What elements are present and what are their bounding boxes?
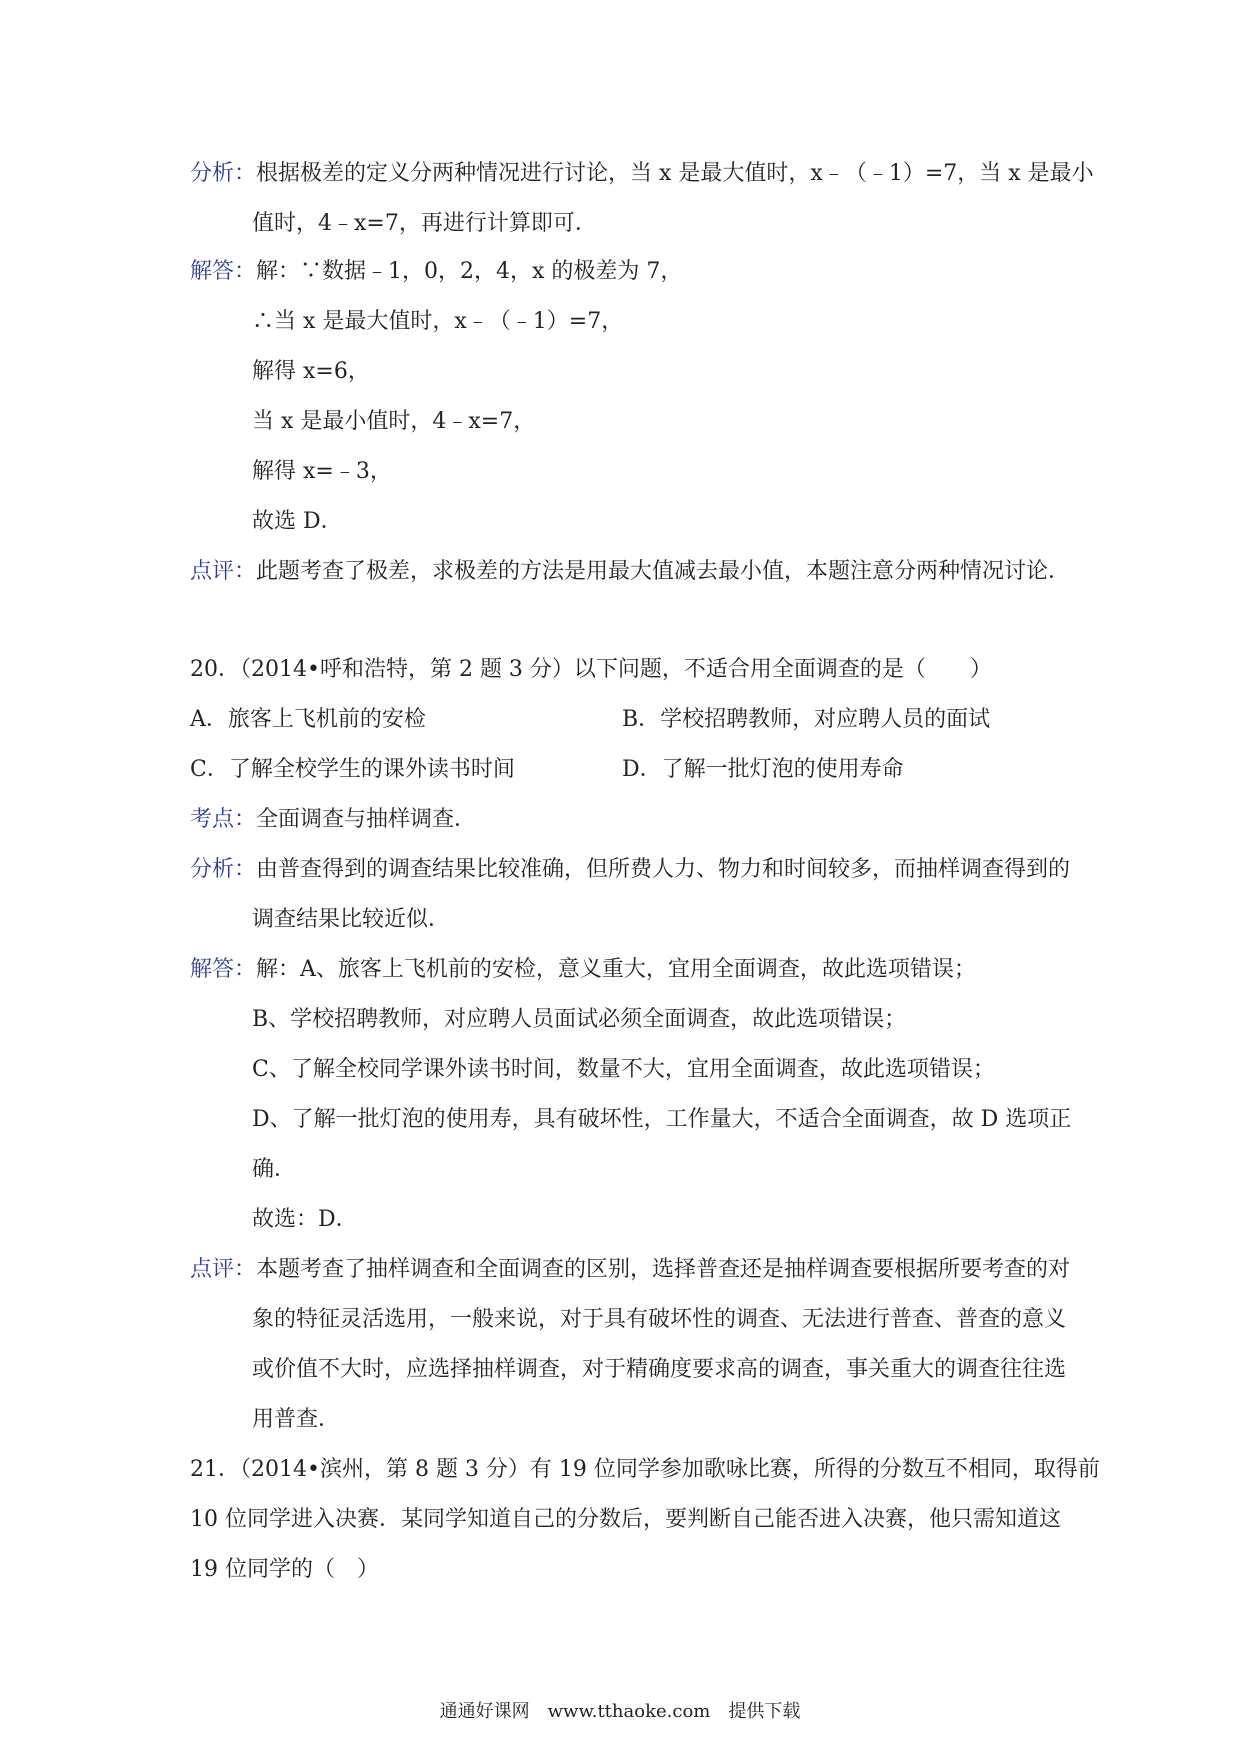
answer-text: 解：A、旅客上飞机前的安检，意义重大，宜用全面调查，故此选项错误； bbox=[256, 957, 976, 982]
analysis-line-1 bbox=[190, 160, 1094, 188]
q20-stem: 20．（2014•呼和浩特，第 2 题 3 分）以下问题，不适合用全面调查的是（ ） bbox=[190, 657, 992, 682]
analysis-line-2: 值时，4﹣x=7，再进行计算即可． bbox=[252, 211, 597, 236]
analysis-label: 分析： bbox=[190, 857, 257, 882]
q20-comment-line-4: 用普查． bbox=[252, 1407, 341, 1432]
q20-analysis-line-1 bbox=[190, 856, 1070, 884]
answer-line-4: 当 x 是最小值时，4﹣x=7， bbox=[252, 409, 536, 434]
comment-label: 点评： bbox=[190, 559, 257, 584]
comment-text: 此题考查了极差，求极差的方法是用最大值减去最小值，本题注意分两种情况讨论． bbox=[256, 559, 1071, 584]
answer-line-3: 解得 x=6， bbox=[252, 359, 370, 384]
answer-line-2: ∴当 x 是最大值时，x﹣（﹣1）=7， bbox=[252, 309, 624, 334]
q20-analysis-line-2: 调查结果比较近似． bbox=[252, 907, 451, 932]
q20-answer-line-6: 故选：D． bbox=[252, 1207, 358, 1232]
q21-line-3: 19 位同学的（ ） bbox=[190, 1557, 379, 1582]
analysis-text: 由普查得到的调查结果比较准确，但所费人力、物力和时间较多，而抽样调查得到的 bbox=[256, 857, 1071, 882]
q20-option-d: D．了解一批灯泡的使用寿命 bbox=[622, 757, 904, 782]
q20-comment-line-2: 象的特征灵活选用，一般来说，对于具有破坏性的调查、无法进行普查、普查的意义 bbox=[252, 1307, 1067, 1332]
answer-label: 解答： bbox=[190, 259, 257, 284]
q21-line-2: 10 位同学进入决赛．某同学知道自己的分数后，要判断自己能否进入决赛，他只需知道这 bbox=[190, 1507, 1061, 1532]
q20-answer-line-5: 确． bbox=[252, 1157, 297, 1182]
page-footer: 通通好课网 www.tthaoke.com 提供下载 bbox=[439, 1701, 801, 1722]
comment-line-1 bbox=[190, 558, 1070, 586]
point-label: 考点： bbox=[190, 807, 257, 832]
q20-answer-line-1 bbox=[190, 956, 976, 984]
point-text: 全面调查与抽样调查． bbox=[256, 807, 477, 832]
q20-option-c: C．了解全校学生的课外读书时间 bbox=[190, 757, 515, 782]
analysis-text: 根据极差的定义分两种情况进行讨论，当 x 是最大值时，x﹣（﹣1）=7，当 x 是最小 bbox=[256, 161, 1094, 186]
answer-label: 解答： bbox=[190, 957, 257, 982]
q20-answer-line-4: D、了解一批灯泡的使用寿，具有破坏性，工作量大，不适合全面调查，故 D 选项正 bbox=[252, 1107, 1072, 1132]
q20-point-line bbox=[190, 806, 476, 834]
q20-answer-line-3: C、了解全校同学课外读书时间，数量不大，宜用全面调查，故此选项错误； bbox=[252, 1057, 995, 1082]
comment-text: 本题考查了抽样调查和全面调查的区别，选择普查还是抽样调查要根据所要考查的对 bbox=[256, 1257, 1071, 1282]
answer-line-6: 故选 D． bbox=[252, 509, 343, 534]
q20-option-a: A．旅客上飞机前的安检 bbox=[190, 707, 426, 732]
answer-line-1 bbox=[190, 258, 682, 286]
q20-option-b: B．学校招聘教师，对应聘人员的面试 bbox=[622, 707, 991, 732]
answer-line-5: 解得 x=﹣3， bbox=[252, 459, 392, 484]
q20-comment-line-3: 或价值不大时，应选择抽样调查，对于精确度要求高的调查，事关重大的调查往往选 bbox=[252, 1357, 1067, 1382]
q20-comment-line-1 bbox=[190, 1256, 1070, 1284]
answer-text: 解：∵数据﹣1，0，2，4，x 的极差为 7， bbox=[256, 259, 683, 284]
q21-line-1: 21．（2014•滨州，第 8 题 3 分）有 19 位同学参加歌咏比赛，所得的分数互不相同，取得前 bbox=[190, 1457, 1100, 1482]
analysis-label: 分析： bbox=[190, 161, 257, 186]
comment-label: 点评： bbox=[190, 1257, 257, 1282]
q20-answer-line-2: B、学校招聘教师，对应聘人员面试必须全面调查，故此选项错误； bbox=[252, 1007, 907, 1032]
